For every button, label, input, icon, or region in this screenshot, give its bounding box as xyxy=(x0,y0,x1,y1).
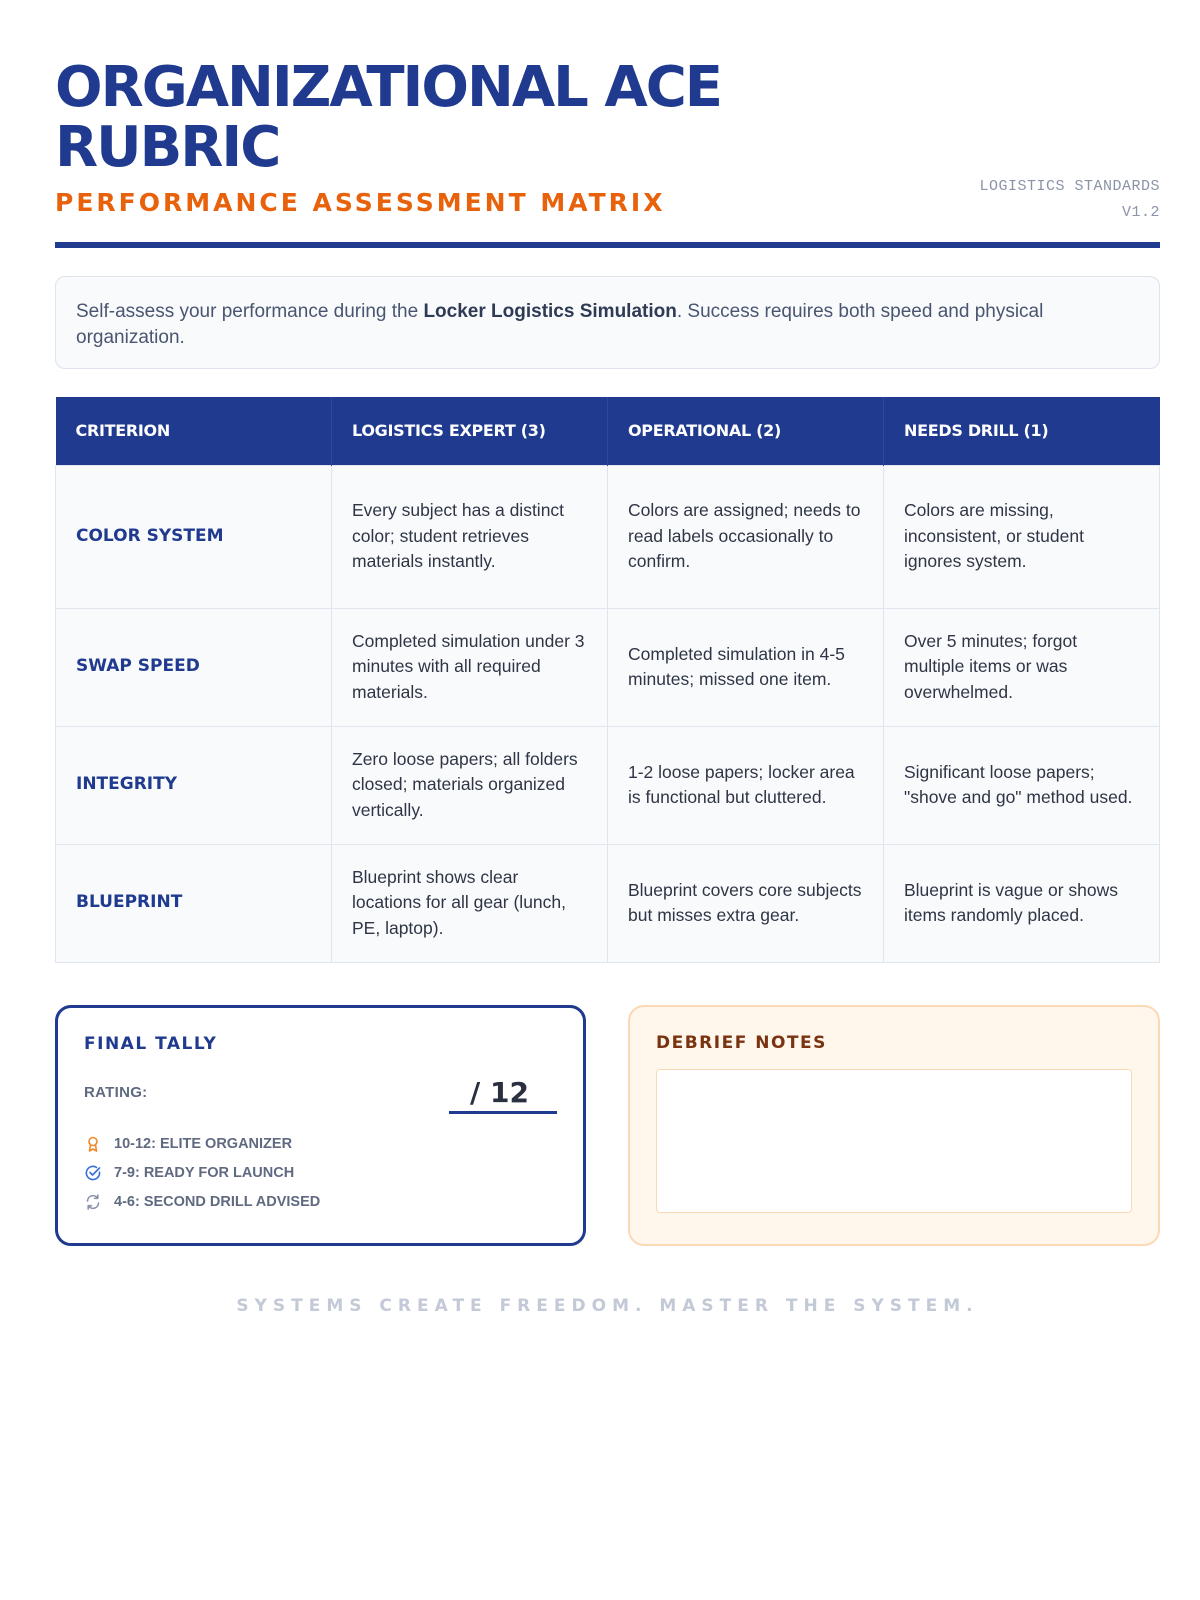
level-item-drill xyxy=(84,1188,557,1217)
drill-cell: Over 5 minutes; forgot multiple items or was overwhelmed. xyxy=(884,608,1160,726)
rating-label: RATING: xyxy=(84,1083,148,1101)
table-row xyxy=(56,465,1160,608)
refresh-icon xyxy=(84,1193,102,1211)
criterion-cell: SWAP SPEED xyxy=(56,608,332,726)
level-label: 7-9: READY FOR LAUNCH xyxy=(114,1165,295,1181)
table-row xyxy=(56,608,1160,726)
page-title: ORGANIZATIONAL ACE RUBRIC xyxy=(55,55,722,180)
header-criterion: CRITERION xyxy=(56,397,332,465)
intro-text-start: Self-assess your performance during the xyxy=(76,301,424,322)
table-row xyxy=(56,726,1160,844)
footer-tagline: SYSTEMS CREATE FREEDOM. MASTER THE SYSTEM. xyxy=(236,1296,979,1316)
intro-text-end: . Success requires both speed and physical organization. xyxy=(76,301,1044,348)
criterion-cell: INTEGRITY xyxy=(56,726,332,844)
table-row xyxy=(56,844,1160,962)
check-circle-icon xyxy=(84,1164,102,1182)
criterion-cell: BLUEPRINT xyxy=(56,844,332,962)
header-expert: LOGISTICS EXPERT (3) xyxy=(332,397,608,465)
criterion-cell: COLOR SYSTEM xyxy=(56,465,332,608)
rating-suffix: / 12 xyxy=(470,1075,529,1109)
bottom-section xyxy=(55,1005,1160,1247)
page-subtitle: PERFORMANCE ASSESSMENT MATRIX xyxy=(55,188,666,217)
final-tally-card xyxy=(55,1005,586,1246)
header-drill: NEEDS DRILL (1) xyxy=(884,397,1160,465)
drill-cell: Colors are missing, inconsistent, or student ignores system. xyxy=(884,465,1160,608)
version-label: V1.2 xyxy=(1121,204,1160,221)
expert-cell: Zero loose papers; all folders closed; materials organized vertically. xyxy=(332,726,608,844)
award-icon xyxy=(84,1135,102,1153)
operational-cell: Colors are assigned; needs to read labels occasionally to confirm. xyxy=(608,465,884,608)
drill-cell: Significant loose papers; "shove and go" method used. xyxy=(884,726,1160,844)
header-operational: OPERATIONAL (2) xyxy=(608,397,884,465)
header xyxy=(55,55,1160,248)
rating-row xyxy=(84,1076,557,1116)
intro-text-bold: Locker Logistics Simulation xyxy=(423,301,677,322)
standards-label: LOGISTICS STANDARDS xyxy=(979,178,1160,195)
notes-title: DEBRIEF NOTES xyxy=(656,1032,827,1053)
operational-cell: 1-2 loose papers; locker area is functional but cluttered. xyxy=(608,726,884,844)
rating-input[interactable] xyxy=(449,1076,557,1114)
level-item-ready xyxy=(84,1159,557,1188)
level-item-elite xyxy=(84,1130,557,1159)
version-info xyxy=(979,174,1160,226)
notes-textarea[interactable] xyxy=(656,1069,1132,1213)
rubric-page xyxy=(55,55,1160,1247)
expert-cell: Every subject has a distinct color; student retrieves materials instantly. xyxy=(332,465,608,608)
expert-cell: Blueprint shows clear locations for all gear (lunch, PE, laptop). xyxy=(332,844,608,962)
rubric-table xyxy=(55,397,1160,963)
intro-box xyxy=(55,276,1160,369)
drill-cell: Blueprint is vague or shows items randomly placed. xyxy=(884,844,1160,962)
expert-cell: Completed simulation under 3 minutes with all required materials. xyxy=(332,608,608,726)
tally-title: FINAL TALLY xyxy=(84,1033,218,1054)
operational-cell: Blueprint covers core subjects but misses extra gear. xyxy=(608,844,884,962)
level-label: 4-6: SECOND DRILL ADVISED xyxy=(114,1194,321,1210)
operational-cell: Completed simulation in 4-5 minutes; missed one item. xyxy=(608,608,884,726)
table-header-row xyxy=(56,397,1160,465)
debrief-notes-card xyxy=(628,1005,1160,1246)
level-label: 10-12: ELITE ORGANIZER xyxy=(114,1136,293,1152)
level-list xyxy=(84,1130,557,1217)
